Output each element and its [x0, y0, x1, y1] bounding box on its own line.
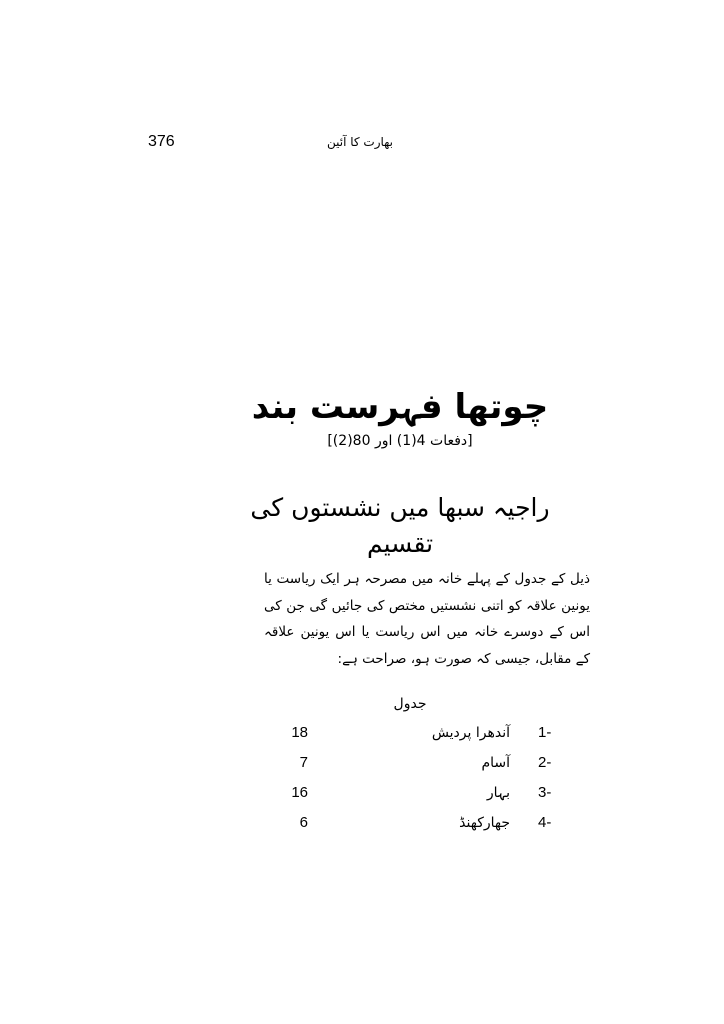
row-state: بہار	[486, 785, 510, 801]
row-seats: 7	[299, 754, 308, 771]
table-row	[270, 752, 590, 776]
section-heading: راجیہ سبھا میں نشستوں کی تقسیم	[250, 493, 550, 558]
row-serial: 2-	[538, 754, 552, 771]
page-number: 376	[148, 133, 175, 150]
row-seats: 16	[291, 784, 308, 801]
row-state: آسام	[481, 755, 510, 771]
articles-reference: [دفعات 4(1) اور 80(2)]	[327, 433, 473, 449]
row-state: آندھرا پردیش	[431, 725, 510, 741]
table-row	[270, 722, 590, 746]
table-row	[270, 812, 590, 836]
intro-paragraph: ذیل کے جدول کے پہلے خانہ میں مصرحہ ہر ایک ریاست یا یونین علاقہ کو اتنی نشستیں مختص کی جائیں گی جن کی اس کے دوسرے خانہ میں اس ریاست یا اس یونین علاقہ کے مقابل، جیسی کہ صورت ہو، صراحت ہے:	[264, 571, 590, 667]
running-header: بھارت کا آئین	[326, 135, 394, 149]
row-seats: 18	[291, 724, 308, 741]
table-caption: جدول	[393, 696, 427, 712]
row-seats: 6	[299, 814, 308, 831]
row-serial: 1-	[538, 724, 552, 741]
row-state: جھارکھنڈ	[459, 815, 510, 831]
schedule-title: چوتھا فہرست بند	[251, 387, 549, 427]
row-serial: 3-	[538, 784, 552, 801]
table-row	[270, 782, 590, 806]
row-serial: 4-	[538, 814, 552, 831]
